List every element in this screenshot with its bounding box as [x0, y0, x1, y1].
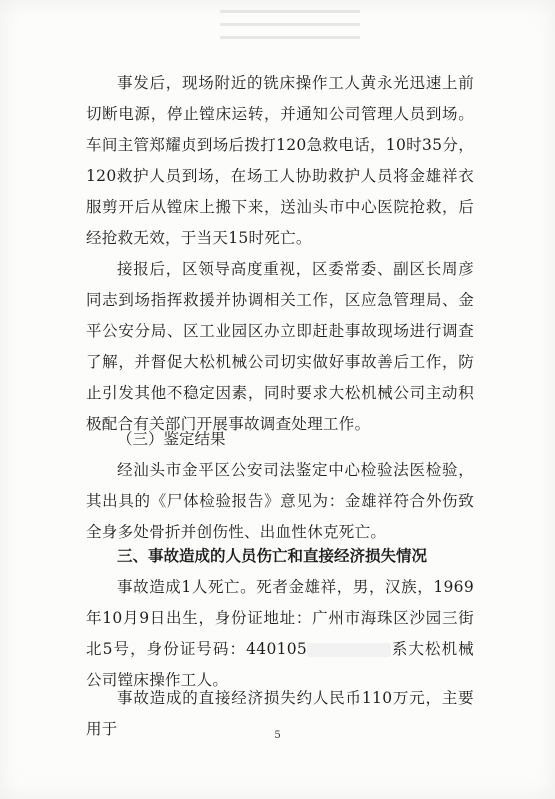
- page-number: 5: [274, 730, 281, 741]
- paragraph-casualty-details: [86, 572, 474, 696]
- redaction-block: [307, 643, 391, 657]
- paragraph-economic-loss: 事故造成的直接经济损失约人民币110万元，主要用于: [86, 689, 474, 738]
- paragraph-appraisal: 经汕头市金平区公安司法鉴定中心检验法医检验，其出具的《尸体检验报告》意见为：金雄祥符合外伤致全身多处骨折并创伤性、出血性休克死亡。: [86, 461, 474, 541]
- casualty-text-part-2: 系大松机械公司镗床操作工人。: [86, 640, 474, 689]
- subheading-appraisal: （三）鉴定结果: [117, 430, 226, 448]
- paragraph-aftermath: 事发后，现场附近的铣床操作工人黄永光迅速上前切断电源，停止镗床运转，并通知公司管理人员到场。车间主管郑耀贞到场后拨打120急救电话，10时35分，120救护人员到场，在场工人协助救护人员将金雄祥衣服剪开后从镗床上搬下来，送汕头市中心医院抢救，后经抢救无效，于当天15时死亡。: [86, 74, 474, 247]
- casualty-text-part-1: 事故造成1人死亡。死者金雄祥，男，汉族，1969年10月9日出生，身份证地址：广州市海珠区沙园三街北5号，身份证号码：440105: [86, 578, 474, 658]
- bleed-through-header: [220, 0, 360, 70]
- section-heading-casualties: 三、事故造成的人员伤亡和直接经济损失情况: [117, 547, 428, 565]
- paragraph-response: 接报后，区领导高度重视，区委常委、副区长周彦同志到场指挥救援并协调相关工作，区应急管理局、金平公安分局、区工业园区办立即赶赴事故现场进行调查了解，并督促大松机械公司切实做好事故善后工作，防止引发其他不稳定因素，同时要求大松机械公司主动积极配合有关部门开展事故调查处理工作。: [86, 260, 474, 433]
